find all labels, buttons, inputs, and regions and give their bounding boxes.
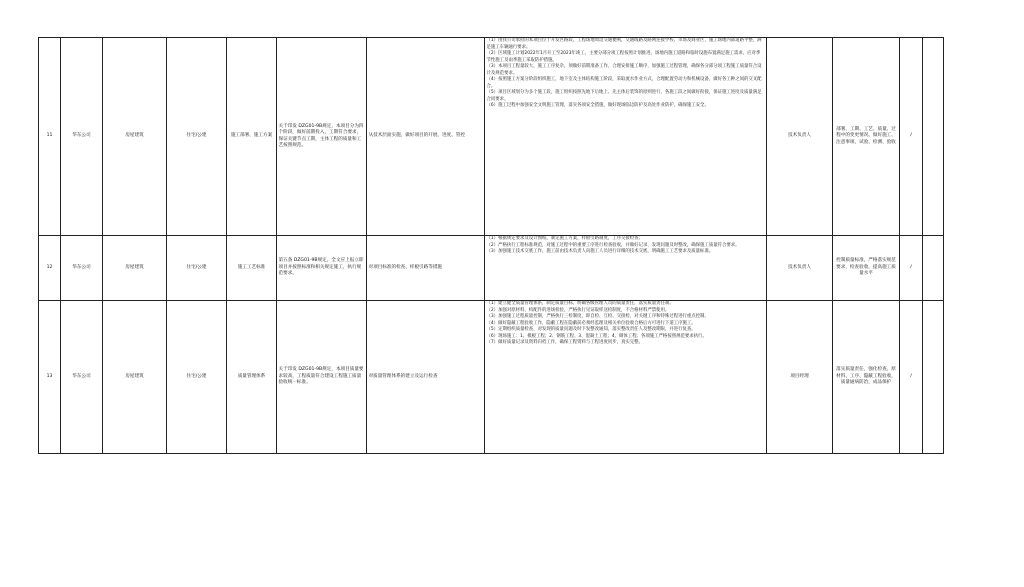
measures-cell: 控制质量标准，严格落实规范要求，检查验收，提高施工质量水平 <box>833 236 900 301</box>
mark-cell: / <box>900 236 923 301</box>
company-cell: 华东公司 <box>61 38 103 236</box>
basis-cell: 第五条 DZG01-9B规定，全文应上报立即项目并按照标准和相关规定施工，执行规范要求。 <box>277 236 367 301</box>
inspection-table-sheet <box>38 37 943 453</box>
detail-line: （2）区域施工计划2022年1月开工至2023年竣工，主要分部分项工程按照计划推进，场地内施工道路和临时设施布置满足施工需求，应对季节性施工及雨季施工采取防护措施。 <box>486 51 761 63</box>
blank-cell <box>923 236 944 301</box>
type-cell: 住宅/公建 <box>167 38 227 236</box>
item-cell: 施工部署、施工方案 <box>227 38 277 236</box>
issue-cell: 对质量管理体系的建立及运行检查 <box>367 301 485 454</box>
mark-cell: / <box>900 38 923 236</box>
detail-line: （3）加强施工技术交底工作，施工前由技术负责人向施工人员进行详细的技术交底，明确施工工艺要求及质量标准。 <box>486 249 714 254</box>
detail-cell <box>485 301 767 454</box>
table-row <box>39 236 944 301</box>
row-number: 13 <box>39 301 61 454</box>
dept-cell: 技术负责人 <box>767 38 833 236</box>
detail-line: （2）加强对原材料、构配件的进场检验，严格执行见证取样送检制度，不合格材料严禁使用。 <box>486 307 670 313</box>
item-cell: 施工工艺标准 <box>227 236 277 301</box>
company-cell: 华东公司 <box>61 301 103 454</box>
dept-cell: 技术负责人 <box>767 236 833 301</box>
detail-line: （5）定期组织质量检查，对发现的质量问题及时下发整改通知，落实整改责任人及整改期限，并进行复查。 <box>486 327 696 332</box>
blank-cell <box>923 301 944 454</box>
blank-cell <box>923 38 944 236</box>
company-cell: 华东公司 <box>61 236 103 301</box>
inspection-table <box>38 37 944 454</box>
detail-line: （6）现场施工：1、模板工程；2、钢筋工程；3、混凝土工程；4、砌体工程；各项施工严格按照规范要求执行。 <box>486 333 707 339</box>
issue-cell: 对项目标准的检查、样板引路等措施 <box>367 236 485 301</box>
detail-line: （4）做好隐蔽工程验收工作，隐蔽工程在隐蔽前必须经监理及相关单位验收合格后方可进行下道工序施工。 <box>486 320 696 326</box>
detail-line: （6）施工过程中加强安全文明施工管理，落实各项安全措施，做好现场临边防护及高处作业防护，确保施工安全。 <box>486 103 709 108</box>
detail-cell <box>485 236 767 301</box>
issue-cell: 从技术层面实施，做好项目的开展、进度、管控 <box>367 38 485 236</box>
item-cell: 质量管理体系 <box>227 301 277 454</box>
measures-cell: 落实质量责任，强化检查，原材料、工序、隐蔽工程验收，质量通病防治，成品保护 <box>833 301 900 454</box>
detail-line: （5）项目区域划分为多个施工段，施工组织按照先地下后地上、先主体后装饰的原则进行，各施工段之间做好衔接，保证施工进度及质量满足合同要求。 <box>486 90 762 102</box>
project-cell: 房屋建筑 <box>103 236 167 301</box>
detail-line: （1）建立健全质量管理体系，制定质量目标，明确各级管理人员的质量责任，落实质量责任制。 <box>486 301 674 306</box>
project-cell: 房屋建筑 <box>103 301 167 454</box>
detail-line: （1）由我公司承担的本项目位于开发区路段，工程场地周边交通便利，交通线路及路网连接学校、市场及商业区，施工场地内部道路平整，满足施工车辆通行要求。 <box>486 38 762 50</box>
type-cell: 住宅/公建 <box>167 236 227 301</box>
table-row <box>39 301 944 454</box>
project-cell: 房屋建筑 <box>103 38 167 236</box>
detail-line: （4）按照施工方案分阶段组织施工，地下室及主体结构施工阶段，采取流水作业方式，合理配置劳动力和机械设备，做好各工种之间的交叉配合。 <box>486 77 762 89</box>
row-number: 12 <box>39 236 61 301</box>
basis-cell: 关于印发 DZG01-9B规定，本项目质量要求较高，工程质量符合建设工程施工质量验收统一标准。 <box>277 301 367 454</box>
basis-cell: 关于印发 DZG01-9B规定，本项目分为四个阶段，做好前期投入，工期符合要求，保证关键节点工期，主体工程的质量和工艺按照规范。 <box>277 38 367 236</box>
detail-line: （1）根据规定要求及设计图纸，制定施工方案，样板引路制度，工序交接检查； <box>486 236 643 241</box>
detail-line: （7）做好质量记录及资料归档工作，确保工程资料与工程进度同步，真实完整。 <box>486 340 643 345</box>
dept-cell: 项目经理 <box>767 301 833 454</box>
detail-line: （3）加强施工过程质量控制，严格执行三检制度，即自检、互检、交接检，对关键工序和特殊过程进行重点控制。 <box>486 314 709 319</box>
table-row <box>39 38 944 236</box>
detail-line: （3）本项目工程量较大，施工工序复杂，须做好前期准备工作，合理安排施工顺序，加强施工过程管理，确保各分部分项工程施工质量符合设计及规范要求。 <box>486 64 762 76</box>
mark-cell: / <box>900 301 923 454</box>
measures-cell: 部署、工期、工艺、质量、过程中的变更情况、做好施工、注意事项、试验、检测、验收 <box>833 38 900 236</box>
detail-cell <box>485 38 767 236</box>
detail-line: （2）严格执行工程标准规范，对施工过程中的重要工序进行检查验收，并做好记录，发现问题及时整改，确保施工质量符合要求。 <box>486 242 740 248</box>
row-number: 11 <box>39 38 61 236</box>
type-cell: 住宅/公建 <box>167 301 227 454</box>
